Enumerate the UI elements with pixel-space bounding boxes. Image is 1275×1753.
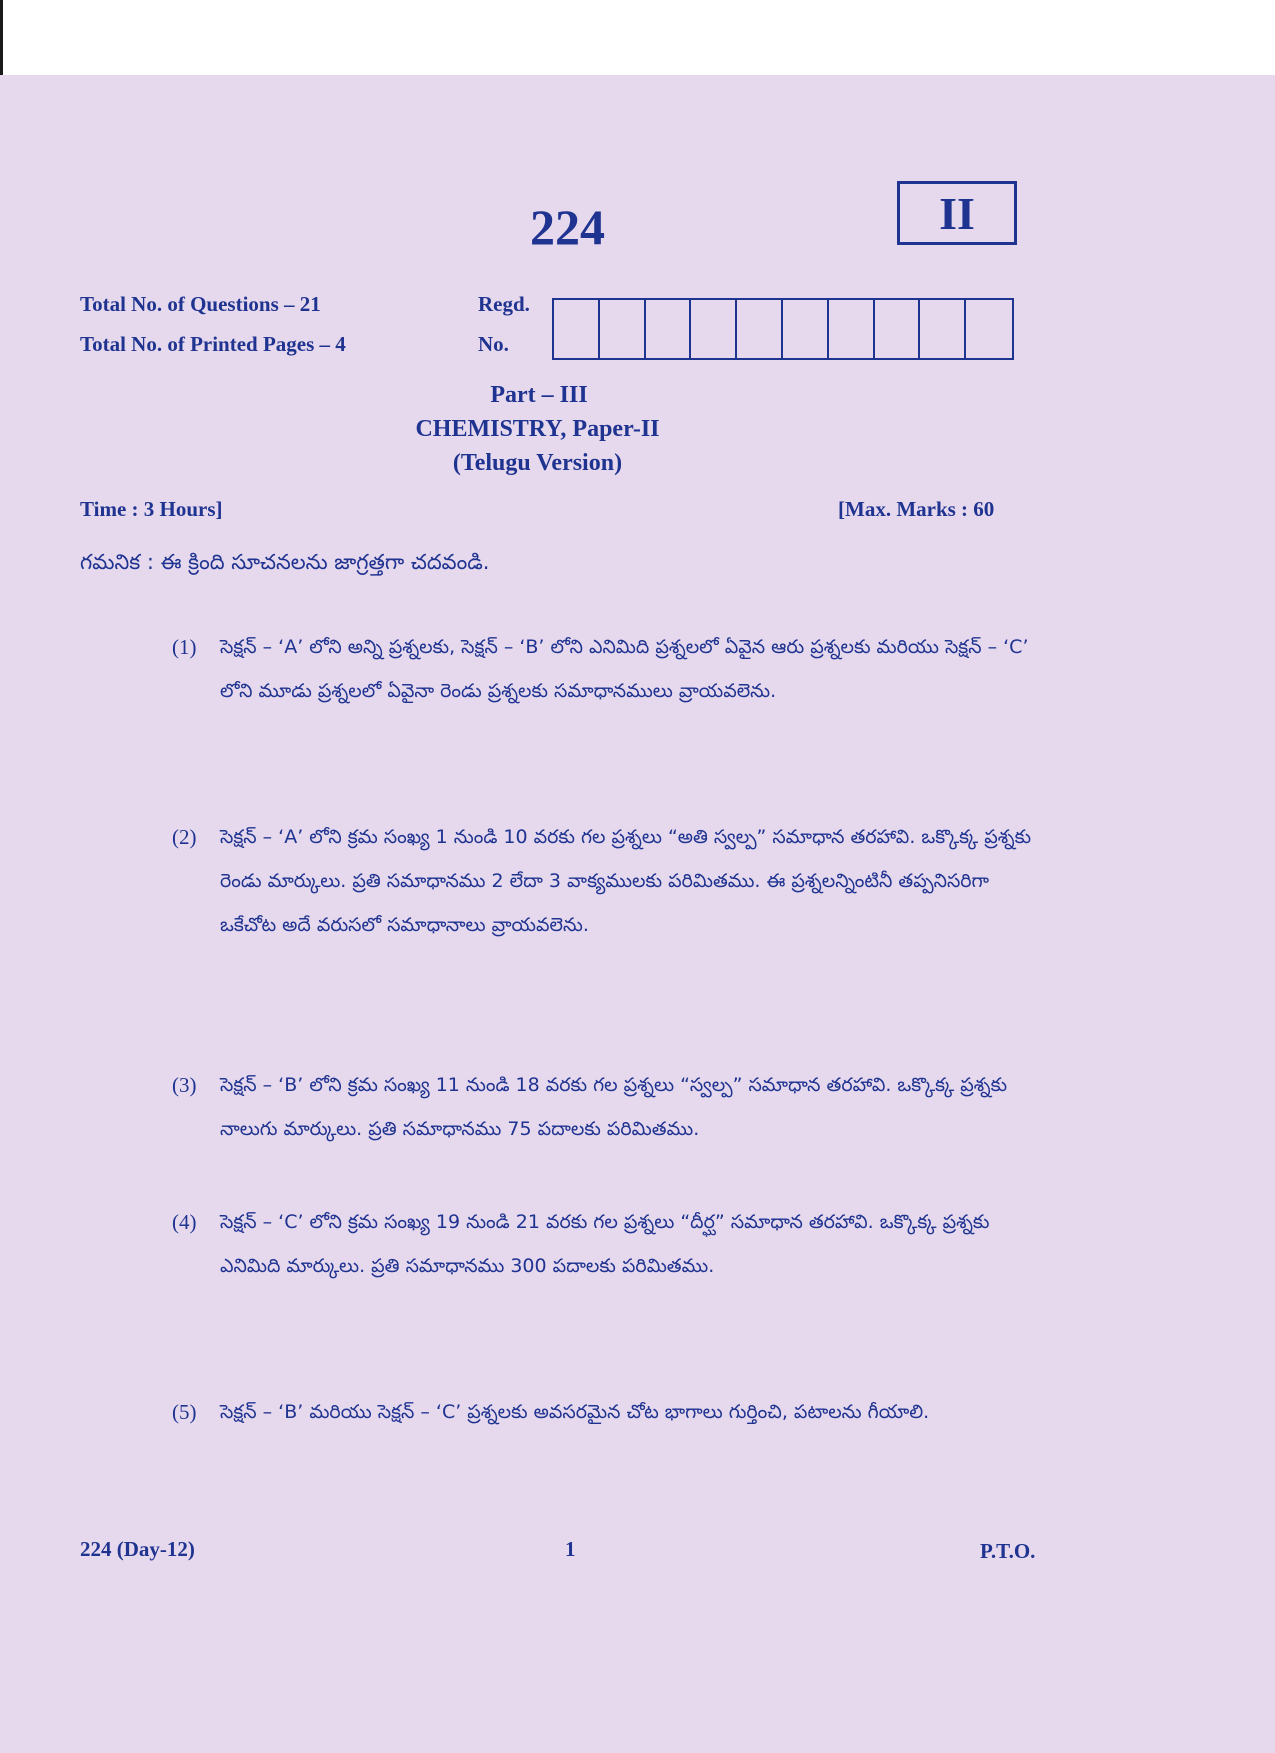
instruction-text: సెక్షన్ – ‘B’ మరియు సెక్షన్ – ‘C’ ప్రశ్నలకు అవసరమైన చోట భాగాలు గుర్తించి, పటాలను గీయాలి. (220, 1401, 930, 1423)
instruction-text: సెక్షన్ – ‘B’ లోని క్రమ సంఖ్య 11 నుండి 18 వరకు గల ప్రశ్నలు “స్వల్ప” సమాధాన తరహావి. ఒక్కొక్క ప్రశ్నకు నాలుగు మార్కులు. ప్రతి సమాధానము 75 పదాలకు పరిమితము. (220, 1074, 1008, 1140)
instruction-item (172, 1390, 1032, 1434)
max-marks: [Max. Marks : 60 (838, 497, 995, 521)
total-questions: Total No. of Questions – 21 (80, 292, 321, 316)
part-heading: Part – III (490, 382, 588, 408)
regd-box[interactable] (920, 300, 966, 358)
instruction-text: సెక్షన్ – ‘A’ లోని అన్ని ప్రశ్నలకు, సెక్షన్ – ‘B’ లోని ఎనిమిది ప్రశ్నలలో ఏవైన ఆరు ప్రశ్నలకు మరియు సెక్షన్ – ‘C’ లోని మూడు ప్రశ్నలలో ఏవైనా రెండు ప్రశ్నలకు సమాధానములు వ్రాయవలెను. (220, 636, 1029, 702)
total-pages: Total No. of Printed Pages – 4 (80, 332, 346, 356)
regd-box[interactable] (875, 300, 921, 358)
series-label: II (939, 187, 975, 239)
registration-number-boxes[interactable] (552, 298, 1014, 360)
instruction-number: (3) (172, 1073, 197, 1097)
instruction-number: (5) (172, 1400, 197, 1424)
regd-box[interactable] (783, 300, 829, 358)
note-heading: గమనిక : ఈ క్రింది సూచనలను జాగ్రత్తగా చదవండి. (80, 550, 490, 574)
subject-heading: CHEMISTRY, Paper-II (415, 416, 660, 442)
regd-box[interactable] (554, 300, 600, 358)
paper-code: 224 (530, 199, 605, 255)
regd-box[interactable] (646, 300, 692, 358)
regd-box[interactable] (829, 300, 875, 358)
please-turn-over: P.T.O. (980, 1539, 1036, 1563)
instruction-item (172, 1063, 1032, 1151)
exam-time: Time : 3 Hours] (80, 497, 223, 521)
regd-label: Regd. (478, 292, 530, 316)
regd-box[interactable] (966, 300, 1012, 358)
instruction-text: సెక్షన్ – ‘A’ లోని క్రమ సంఖ్య 1 నుండి 10 వరకు గల ప్రశ్నలు “అతి స్వల్ప” సమాధాన తరహావి. ఒక్కొక్క ప్రశ్నకు రెండు మార్కులు. ప్రతి సమాధానము 2 లేదా 3 వాక్యములకు పరిమితము. ఈ ప్రశ్నలన్నింటినీ తప్పనిసరిగా ఒకేచోట అదే వరుసలో సమాధానాలు వ్రాయవలెను. (220, 826, 1032, 936)
instruction-item (172, 1200, 1032, 1288)
regd-box[interactable] (737, 300, 783, 358)
series-box (897, 181, 1017, 245)
footer-paper-code: 224 (Day-12) (80, 1537, 195, 1561)
scan-edge (0, 0, 3, 75)
instruction-item (172, 625, 1032, 713)
instruction-number: (2) (172, 825, 197, 849)
page-number: 1 (565, 1537, 576, 1561)
instruction-text: సెక్షన్ – ‘C’ లోని క్రమ సంఖ్య 19 నుండి 21 వరకు గల ప్రశ్నలు “దీర్ఘ” సమాధాన తరహావి. ఒక్కొక్క ప్రశ్నకు ఎనిమిది మార్కులు. ప్రతి సమాధానము 300 పదాలకు పరిమితము. (220, 1211, 990, 1277)
instruction-number: (4) (172, 1210, 197, 1234)
instruction-number: (1) (172, 635, 197, 659)
regd-box[interactable] (600, 300, 646, 358)
version-heading: (Telugu Version) (452, 450, 623, 476)
regd-box[interactable] (691, 300, 737, 358)
instruction-item (172, 815, 1032, 947)
regd-no-label: No. (478, 332, 509, 356)
